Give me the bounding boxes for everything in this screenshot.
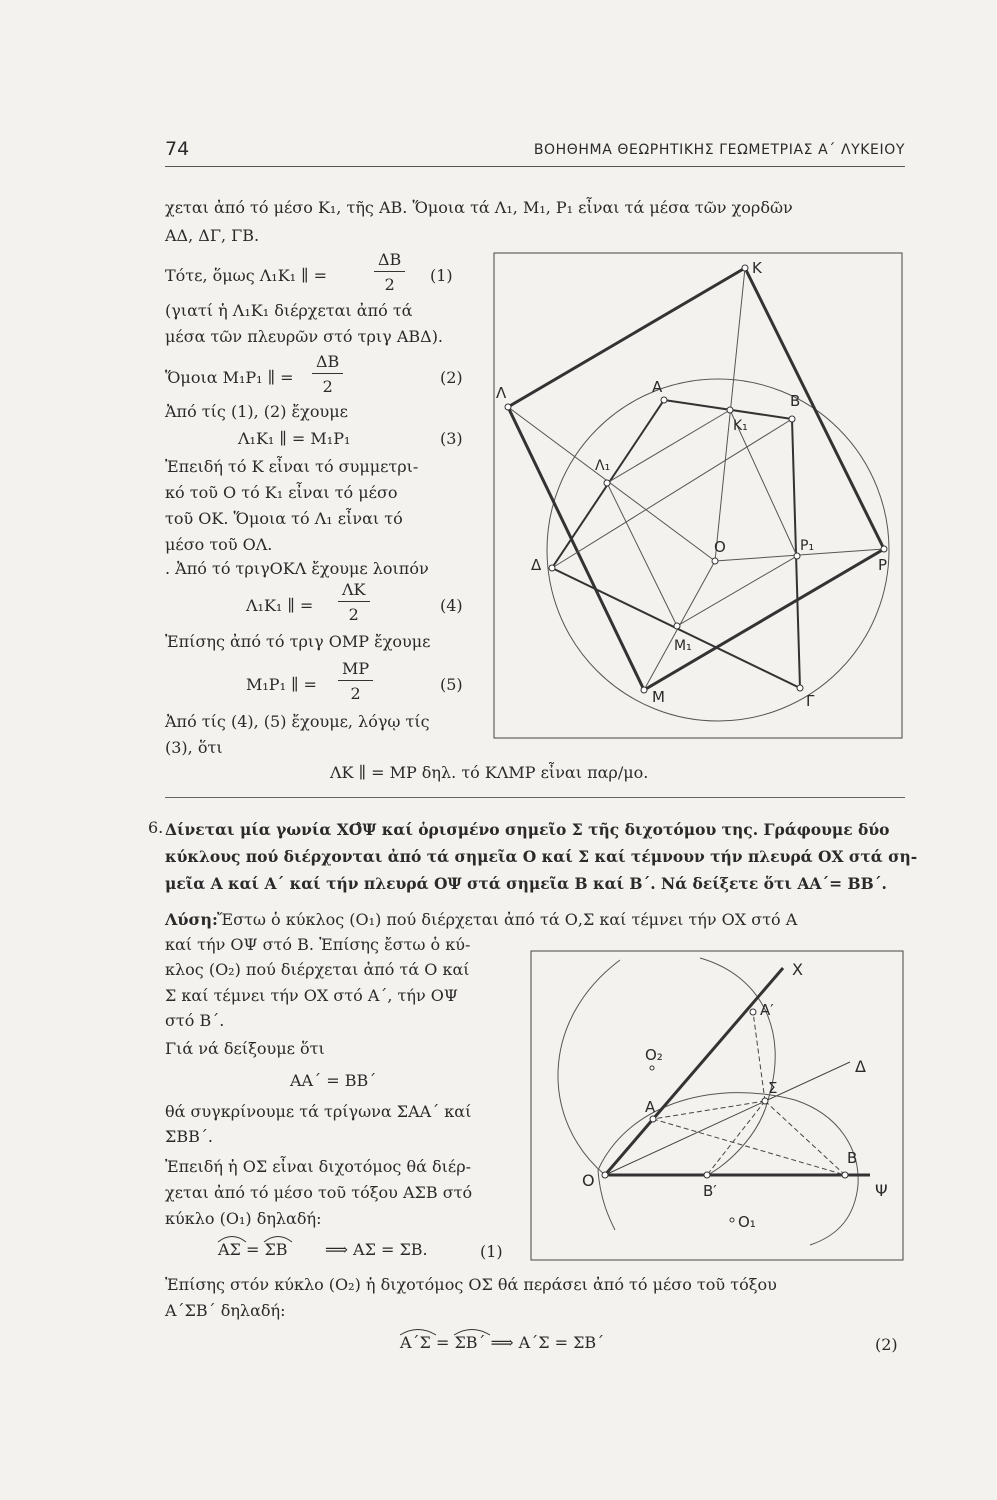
label-o1: O₁ (738, 1213, 756, 1231)
equation-lhs: Λ₁Κ₁ ∥ = (246, 596, 314, 615)
numerator: ΛΚ (338, 580, 370, 602)
label-gamma: Γ (806, 692, 815, 710)
equation-rest: ⟹ Α΄Σ = ΣΒ΄ (490, 1333, 605, 1352)
text-line: τοῦ ΟΚ. Ὅμοια τό Λ₁ εἶναι τό (165, 509, 403, 528)
label-a: A (652, 378, 663, 396)
denominator: 2 (348, 605, 359, 624)
text-line: κλος (Ο₂) πού διέρχεται ἀπό τά Ο καί (165, 960, 470, 979)
text-line: . Ἀπό τό τριγΟΚΛ ἔχουμε λοιπόν (165, 559, 429, 578)
conclusion: ΛΚ ∥ = ΜΡ δηλ. τό ΚΛΜΡ εἶναι παρ/μο. (330, 763, 649, 782)
circle-o2-arc-left (558, 960, 620, 1175)
text-line: θά συγκρίνουμε τά τρίγωνα ΣΑΑ΄ καί (165, 1102, 472, 1121)
circle-o1-arc-bottom (598, 1170, 615, 1230)
text-line: μέσα τῶν πλευρῶν στό τριγ ΑΒΔ). (165, 327, 444, 346)
label-b: B (847, 1149, 858, 1167)
equation-tag: (3) (440, 429, 463, 448)
equation-tag: (1) (430, 266, 453, 285)
equation-tag: (2) (440, 368, 463, 387)
text-line: (3), ὅτι (165, 738, 223, 757)
text-line: Α΄ΣΒ΄ δηλαδή: (165, 1301, 286, 1320)
arc-text: ΑΣ (218, 1240, 241, 1259)
text-line: Ἐπίσης στόν κύκλο (Ο₂) ἡ διχοτόμος ΟΣ θά περάσει ἀπό τό μέσο τοῦ τόξου (165, 1275, 777, 1294)
equation-lhs: Ὅμοια Μ₁Ρ₁ ∥ = (165, 368, 294, 387)
text-line: ΣΒΒ΄. (165, 1127, 213, 1146)
solution-label: Λύση: (165, 910, 218, 929)
label-delta: Δ (855, 1057, 866, 1076)
section-rule (165, 797, 905, 798)
fraction (312, 352, 343, 396)
label-m: M (652, 688, 665, 706)
text-line: Ἐπίσης ἀπό τό τριγ ΟΜΡ ἔχουμε (165, 632, 431, 651)
label-o2: O₂ (645, 1046, 663, 1064)
label-k: K (752, 259, 762, 277)
text-line: χεται ἀπό τό μέσο Κ₁, τῆς ΑΒ. Ὅμοια τά Λ₁, Μ₁, Ρ₁ εἶναι τά μέσα τῶν χορδῶν (165, 198, 793, 217)
equals: = (435, 1333, 455, 1352)
problem-text: Δίνεται μία γωνία ΧΟ̂Ψ καί ὁρισμένο σημεῖο Σ τῆς διχοτόμου της. Γράφουμε δύο (165, 820, 890, 839)
label-k1: K₁ (733, 418, 748, 434)
text-line: Ἐπειδή ἡ ΟΣ εἶναι διχοτόμος θά διέρ- (165, 1157, 471, 1176)
arc-s-b-prime (454, 1335, 485, 1351)
label-sigma: Σ (768, 1079, 778, 1097)
label-a-prime: A′ (760, 1001, 774, 1019)
equation-rest: ⟹ ΑΣ = ΣΒ. (325, 1240, 428, 1259)
equation: Λ₁Κ₁ ∥ = Μ₁Ρ₁ (238, 429, 351, 448)
problem-number: 6. (148, 818, 164, 837)
line-ol (508, 407, 715, 561)
equation-tag: (2) (875, 1335, 898, 1354)
text-line: στό Β΄. (165, 1011, 225, 1030)
label-lambda1: Λ₁ (595, 458, 611, 474)
numerator: ΔΒ (312, 352, 343, 374)
points (602, 1009, 848, 1222)
text-line: χεται ἀπό τό μέσο τοῦ τόξου ΑΣΒ στό (165, 1183, 473, 1202)
arc-mark (217, 1233, 247, 1243)
figure-2-angle (530, 950, 905, 1262)
problem-text: κύκλους πού διέρχονται ἀπό τά σημεῖα Ο καί Σ καί τέμνουν τήν πλευρά ΟΧ στά ση- (165, 847, 918, 866)
denominator: 2 (350, 684, 361, 703)
text-line: (γιατί ἡ Λ₁Κ₁ διέρχεται ἀπό τά (165, 301, 413, 320)
text-line: μέσο τοῦ ΟΛ. (165, 535, 273, 554)
equation-tag: (1) (480, 1242, 503, 1261)
text-line: Γιά νά δείξουμε ὅτι (165, 1039, 325, 1058)
label-lambda: Λ (496, 384, 507, 402)
equals: = (245, 1240, 265, 1259)
arc-equation-1 (218, 1242, 288, 1258)
circle-o1-arc (598, 1093, 858, 1245)
page-number: 74 (165, 138, 190, 160)
label-b: B (790, 392, 801, 410)
equation-tag: (5) (440, 675, 463, 694)
side-ox (605, 968, 783, 1175)
figure-1-kampr (493, 252, 904, 740)
denominator: 2 (384, 275, 395, 294)
equation: ΑΑ΄ = ΒΒ΄ (290, 1071, 377, 1090)
label-x: X (792, 960, 803, 979)
text-line: Σ καί τέμνει τήν ΟΧ στό Α΄, τήν ΟΨ (165, 986, 458, 1005)
arc-mark (399, 1326, 437, 1336)
text-line: κύκλο (Ο₁) δηλαδή: (165, 1209, 322, 1228)
arc-as (218, 1242, 241, 1258)
arc-sb (264, 1242, 287, 1258)
label-delta: Δ (531, 556, 542, 574)
label-b-prime: B′ (703, 1182, 717, 1200)
arc-mark (453, 1326, 491, 1336)
fraction (374, 250, 405, 294)
arc-a-prime-s (400, 1335, 431, 1351)
line-ok (715, 268, 745, 561)
label-p: P (878, 556, 888, 574)
text-line: Ἀπό τίς (1), (2) ἔχουμε (165, 402, 348, 421)
label-m1: M₁ (674, 638, 692, 654)
bisector-od (605, 1062, 850, 1175)
text-line: κό τοῦ Ο τό Κ₁ εἶναι τό μέσο (165, 483, 398, 502)
diagonal-db (552, 419, 792, 568)
running-title: ΒΟΗΘΗΜΑ ΘΕΩΡΗΤΙΚΗΣ ΓΕΩΜΕΤΡΙΑΣ Α΄ ΛΥΚΕΙΟΥ (533, 142, 905, 158)
figure-frame (531, 951, 903, 1260)
label-p1: P₁ (800, 538, 815, 554)
numerator: ΜΡ (338, 659, 373, 681)
header-rule (165, 166, 905, 167)
arc-mark (263, 1233, 293, 1243)
arc-text: Α΄Σ (400, 1333, 431, 1352)
equation-lhs: Μ₁Ρ₁ ∥ = (246, 675, 317, 694)
equation-lhs: Τότε, ὅμως Λ₁Κ₁ ∥ = (165, 266, 328, 285)
label-o: O (582, 1171, 595, 1190)
problem-text: μεῖα Α καί Α΄ καί τήν πλευρά ΟΨ στά σημεῖα Β καί Β΄. Νά δείξετε ὅτι ΑΑ΄= ΒΒ΄. (165, 874, 887, 893)
text-line: Ἀπό τίς (4), (5) ἔχουμε, λόγῳ τίς (165, 712, 430, 731)
arc-equation-2 (400, 1335, 604, 1351)
text-line: ΑΔ, ΔΓ, ΓΒ. (165, 226, 260, 245)
text-line: Ἔστω ὁ κύκλος (Ο₁) πού διέρχεται ἀπό τά Ο,Σ καί τέμνει τήν ΟΧ στό Α (217, 910, 798, 929)
equation-tag: (4) (440, 596, 463, 615)
figure-frame (494, 253, 902, 738)
arc-text: ΣΒ΄ (454, 1333, 486, 1352)
text-line: Ἐπειδή τό Κ εἶναι τό συμμετρι- (165, 457, 419, 476)
denominator: 2 (322, 377, 333, 396)
fraction (338, 659, 373, 703)
fraction (338, 580, 370, 624)
dashed-segments (653, 1012, 845, 1175)
label-o: O (714, 538, 726, 556)
arc-text: ΣΒ (264, 1240, 288, 1259)
text-line: καί τήν ΟΨ στό Β. Ἐπίσης ἔστω ὁ κύ- (165, 935, 471, 954)
label-a: A (645, 1098, 656, 1116)
label-psi: Ψ (875, 1181, 888, 1200)
numerator: ΔΒ (374, 250, 405, 272)
